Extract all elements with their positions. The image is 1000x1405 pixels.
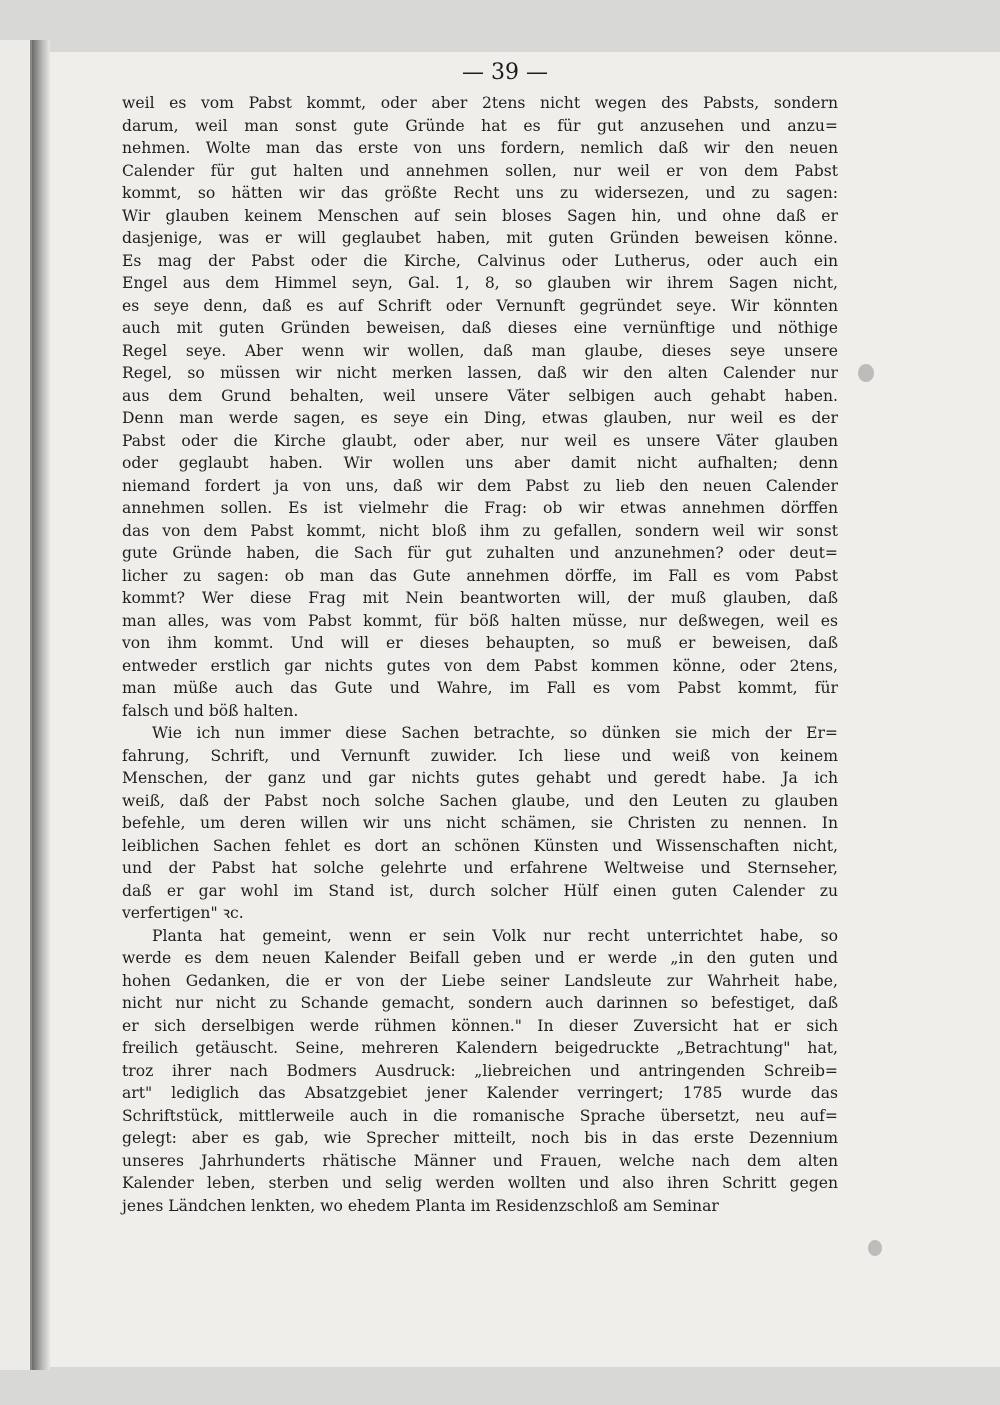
text-line: niemand fordert ja von uns, daß wir dem Pabst zu lieb den neuen Calender: [122, 476, 838, 495]
text-line: troz ihrer nach Bodmers Ausdruck: „liebreichen und antringenden Schreib=: [122, 1061, 838, 1080]
text-line: fahrung, Schrift, und Vernunft zuwider. Ich liese und weiß von keinem: [122, 746, 838, 765]
text-line: falsch und böß halten.: [122, 701, 299, 720]
text-line: entweder erstlich gar nichts gutes von dem Pabst kommen könne, oder 2tens,: [122, 656, 838, 675]
text-line: Pabst oder die Kirche glaubt, oder aber, nur weil es unsere Väter glauben: [122, 431, 838, 450]
text-line: er sich derselbigen werde rühmen können." In dieser Zuversicht hat er sich: [122, 1016, 838, 1035]
text-line: Regel seye. Aber wenn wir wollen, daß man glaube, dieses seye unsere: [122, 341, 838, 360]
text-line: Es mag der Pabst oder die Kirche, Calvinus oder Lutherus, oder auch ein: [122, 251, 838, 270]
text-line: jenes Ländchen lenkten, wo ehedem Planta im Residenzschloß am Seminar: [122, 1196, 719, 1215]
text-line: daß er gar wohl im Stand ist, durch solcher Hülf einen guten Calender zu: [122, 881, 838, 900]
text-line: Wir glauben keinem Menschen auf sein bloses Sagen hin, und ohne daß er: [122, 206, 838, 225]
book-page: [50, 52, 1000, 1367]
text-line: und der Pabst hat solche gelehrte und erfahrene Weltweise und Sternseher,: [122, 859, 838, 877]
text-line: nicht nur nicht zu Schande gemacht, sondern auch darinnen so befestiget, daß: [122, 994, 838, 1012]
paper-stain: [868, 1240, 882, 1256]
text-line: aus dem Grund behalten, weil unsere Väter selbigen auch gehabt haben.: [122, 386, 838, 405]
text-line: Wie ich nun immer diese Sachen betrachte, so dünken sie mich der Er=: [152, 724, 838, 742]
text-line: es seye denn, daß es auf Schrift oder Vernunft gegründet seye. Wir könnten: [122, 296, 838, 315]
paragraph-3: [122, 925, 838, 1218]
text-line: unseres Jahrhunderts rhätische Männer und Frauen, welche nach dem alten: [122, 1151, 838, 1170]
facing-page-edge: [0, 40, 32, 1370]
text-line: annehmen sollen. Es ist vielmehr die Frag: ob wir etwas annehmen dörffen: [122, 499, 838, 517]
text-line: man alles, was vom Pabst kommt, für böß halten müsse, nur deßwegen, weil es: [122, 611, 838, 630]
paragraph-2: [122, 722, 838, 925]
text-line: gelegt: aber es gab, wie Sprecher mitteilt, noch bis in das erste Dezennium: [122, 1129, 838, 1147]
text-line: weiß, daß der Pabst noch solche Sachen glaube, und den Leuten zu glauben: [122, 791, 838, 810]
text-line: kommt, so hätten wir das größte Recht uns zu widersezen, und zu sagen:: [122, 184, 838, 202]
paragraph-1: [122, 92, 838, 722]
text-line: Planta hat gemeint, wenn er sein Volk nur recht unterrichtet habe, so: [152, 926, 838, 945]
text-line: man müße auch das Gute und Wahre, im Fall es vom Pabst kommt, für: [122, 679, 838, 697]
text-line: nehmen. Wolte man das erste von uns fordern, nemlich daß wir den neuen: [122, 139, 838, 157]
text-line: freilich getäuscht. Seine, mehreren Kalendern beigedruckte „Betrachtung" hat,: [122, 1039, 838, 1057]
text-line: Engel aus dem Himmel seyn, Gal. 1, 8, so glauben wir ihrem Sagen nicht,: [122, 274, 838, 292]
text-line: befehle, um deren willen wir uns nicht schämen, sie Christen zu nennen. In: [122, 814, 838, 832]
text-line: von ihm kommt. Und will er dieses behaupten, so muß er beweisen, daß: [122, 634, 838, 652]
text-line: Denn man werde sagen, es seye ein Ding, etwas glauben, nur weil es der: [122, 409, 838, 427]
paper-stain: [858, 364, 874, 382]
text-line: dasjenige, was er will geglaubet haben, mit guten Gründen beweisen könne.: [122, 229, 838, 247]
text-line: werde es dem neuen Kalender Beifall geben und er werde „in den guten und: [122, 949, 838, 967]
text-line: verfertigen" ꝛc.: [122, 904, 244, 922]
text-line: das von dem Pabst kommt, nicht bloß ihm zu gefallen, sondern weil wir sonst: [122, 521, 838, 540]
text-line: oder geglaubt haben. Wir wollen uns aber damit nicht aufhalten; denn: [122, 454, 838, 472]
text-line: gute Gründe haben, die Sach für gut zuhalten und anzunehmen? oder deut=: [122, 544, 838, 562]
text-line: leiblichen Sachen fehlet es dort an schönen Künsten und Wissenschaften nicht,: [122, 836, 838, 855]
text-line: darum, weil man sonst gute Gründe hat es für gut anzusehen und anzu=: [122, 116, 838, 135]
page-number: — 39 —: [462, 60, 548, 85]
text-line: art" lediglich das Absatzgebiet jener Kalender verringert; 1785 wurde das: [122, 1084, 838, 1102]
text-line: auch mit guten Gründen beweisen, daß dieses eine vernünftige und nöthige: [122, 319, 838, 337]
text-line: Calender für gut halten und annehmen sollen, nur weil er von dem Pabst: [122, 161, 838, 180]
text-line: hohen Gedanken, die er von der Liebe seiner Landsleute zur Wahrheit habe,: [122, 971, 838, 990]
text-line: Menschen, der ganz und gar nichts gutes gehabt und geredt habe. Ja ich: [122, 769, 838, 787]
book-gutter: [32, 40, 50, 1370]
text-line: Regel, so müssen wir nicht merken lassen, daß wir den alten Calender nur: [122, 364, 838, 382]
text-line: Kalender leben, sterben und selig werden wollten und also ihren Schritt gegen: [122, 1174, 838, 1192]
text-line: Schriftstück, mittlerweile auch in die romanische Sprache übersetzt, neu auf=: [122, 1106, 838, 1125]
page-text: [122, 92, 838, 1217]
text-line: licher zu sagen: ob man das Gute annehmen dörffe, im Fall es vom Pabst: [122, 566, 838, 585]
text-line: kommt? Wer diese Frag mit Nein beantworten will, der muß glauben, daß: [122, 589, 838, 607]
text-line: weil es vom Pabst kommt, oder aber 2tens nicht wegen des Pabsts, sondern: [122, 94, 838, 112]
